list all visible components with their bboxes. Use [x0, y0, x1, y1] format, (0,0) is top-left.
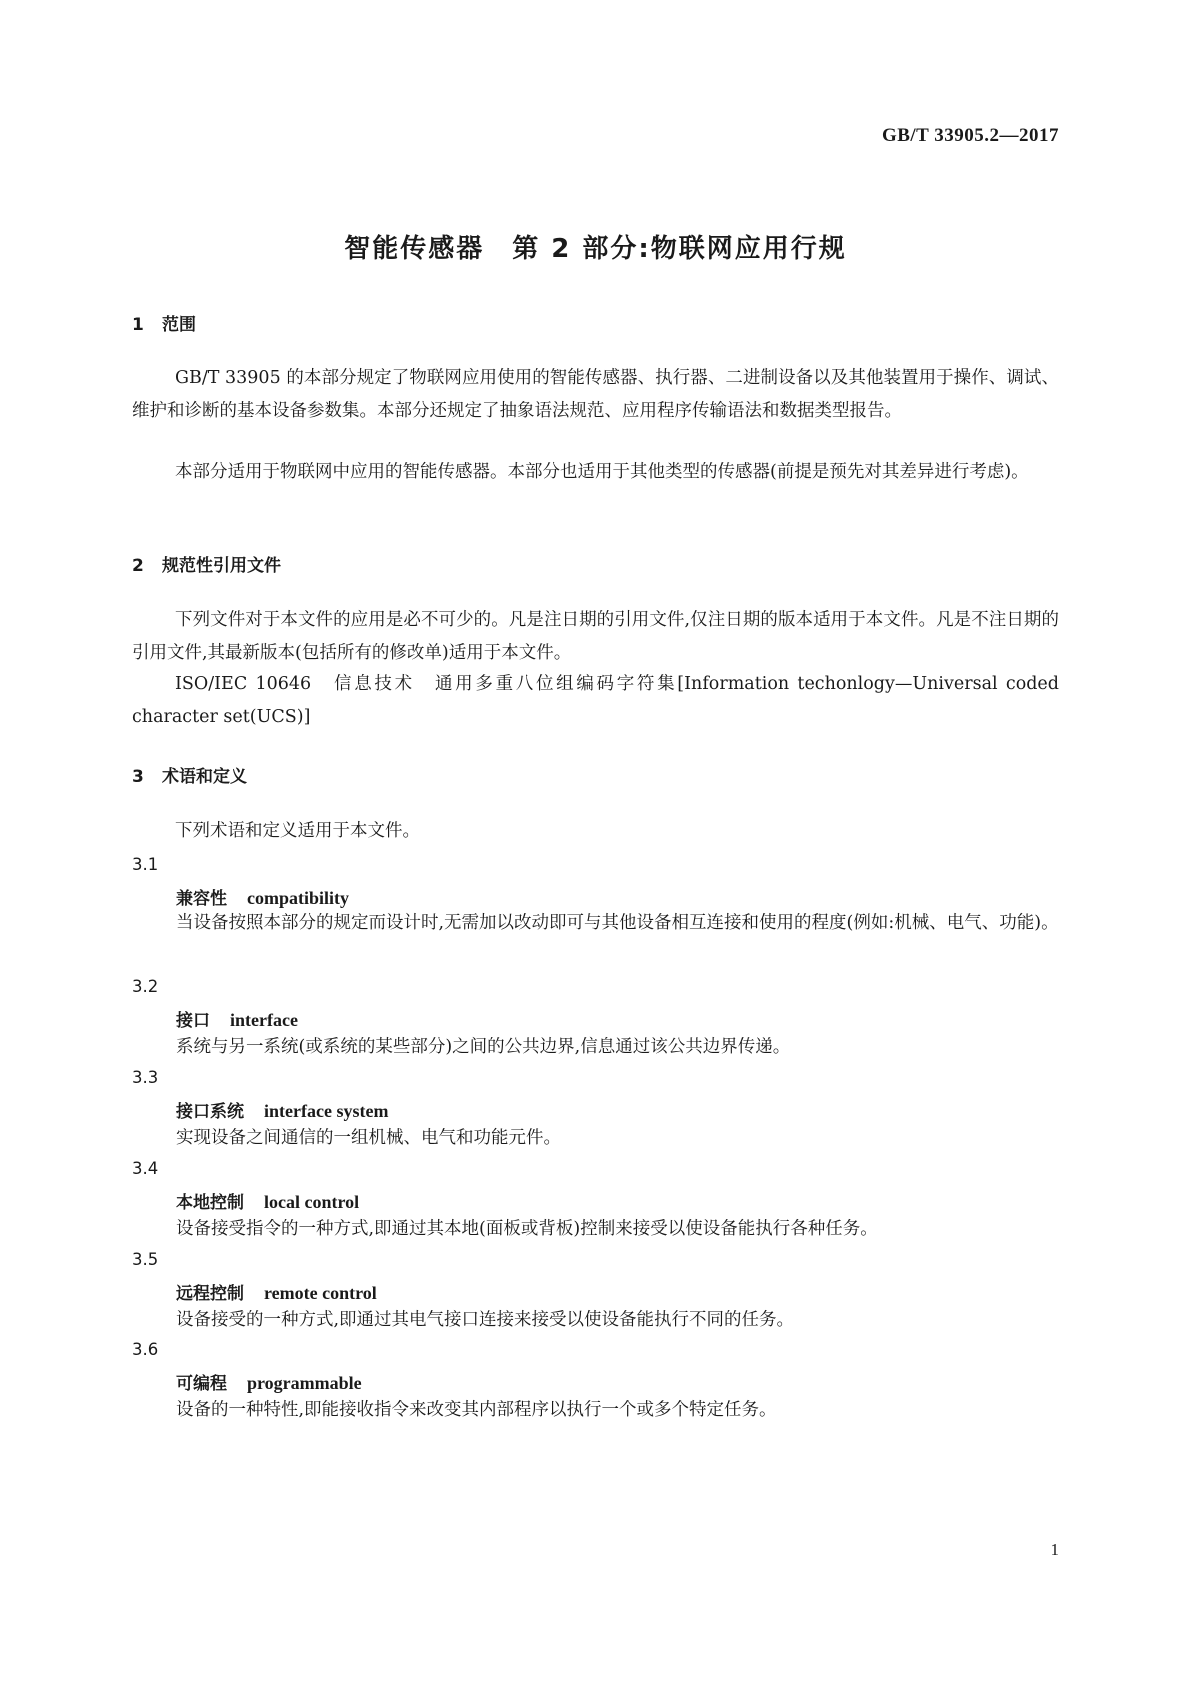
section-2-heading: [132, 551, 281, 576]
term-number: 3.6: [132, 1340, 159, 1359]
terms-intro: 下列术语和定义适用于本文件。: [175, 821, 420, 841]
term-heading: [176, 884, 349, 909]
term-definition: 设备接受指令的一种方式,即通过其本地(面板或背板)控制来接受以使设备能执行各种任务。: [176, 1219, 878, 1239]
standard-number: GB/T 33905.2—2017: [881, 125, 1059, 146]
term-heading: [176, 1097, 388, 1122]
term-definition: 实现设备之间通信的一组机械、电气和功能元件。: [176, 1128, 561, 1148]
term-en: interface: [230, 1010, 298, 1030]
section-1-heading: [132, 310, 196, 335]
term-heading: [176, 1279, 377, 1304]
section-title: 规范性引用文件: [162, 556, 281, 576]
term-zh: 远程控制: [176, 1284, 244, 1304]
term-definition: 系统与另一系统(或系统的某些部分)之间的公共边界,信息通过该公共边界传递。: [176, 1037, 791, 1057]
term-heading: [176, 1188, 359, 1213]
term-en: interface system: [264, 1101, 389, 1121]
term-en: remote control: [264, 1283, 377, 1303]
term-zh: 可编程: [176, 1374, 227, 1394]
term-number: 3.4: [132, 1159, 159, 1178]
term-number: 3.3: [132, 1068, 159, 1087]
scope-paragraph-1: GB/T 33905 的本部分规定了物联网应用使用的智能传感器、执行器、二进制设备以及其他装置用于操作、调试、维护和诊断的基本设备参数集。本部分还规定了抽象语法规范、应用程序传输语法和数据类型报告。: [132, 368, 1059, 421]
term-heading: [176, 1369, 362, 1394]
term-en: local control: [264, 1192, 360, 1212]
term-en: programmable: [247, 1373, 362, 1393]
section-3-heading: [132, 762, 247, 787]
references-intro: 下列文件对于本文件的应用是必不可少的。凡是注日期的引用文件,仅注日期的版本适用于本文件。凡是不注日期的引用文件,其最新版本(包括所有的修改单)适用于本文件。: [132, 610, 1059, 663]
page-number: 1: [1050, 1540, 1059, 1559]
term-definition: 当设备按照本部分的规定而设计时,无需加以改动即可与其他设备相互连接和使用的程度(例如:机械、电气、功能)。: [176, 913, 1059, 933]
section-number: 3: [132, 767, 144, 787]
term-zh: 接口系统: [176, 1102, 244, 1122]
scope-paragraph-2: 本部分适用于物联网中应用的智能传感器。本部分也适用于其他类型的传感器(前提是预先对其差异进行考虑)。: [175, 462, 1029, 482]
term-number: 3.5: [132, 1250, 159, 1269]
term-number: 3.2: [132, 977, 159, 996]
section-title: 范围: [162, 315, 196, 335]
term-zh: 本地控制: [176, 1193, 244, 1213]
section-number: 1: [132, 315, 144, 335]
term-definition: 设备接受的一种方式,即通过其电气接口连接来接受以使设备能执行不同的任务。: [176, 1310, 795, 1330]
term-en: compatibility: [247, 888, 349, 908]
term-definition: 设备的一种特性,即能接收指令来改变其内部程序以执行一个或多个特定任务。: [176, 1400, 777, 1420]
term-zh: 接口: [176, 1011, 210, 1031]
term-heading: [176, 1006, 298, 1031]
term-number: 3.1: [132, 855, 159, 874]
section-number: 2: [132, 556, 144, 576]
section-title: 术语和定义: [162, 767, 247, 787]
reference-item: ISO/IEC 10646 信息技术 通用多重八位组编码字符集[Information techonlogy—Universal coded character set(UCS)]: [132, 674, 1059, 727]
term-zh: 兼容性: [176, 889, 227, 909]
document-title: 智能传感器 第 2 部分:物联网应用行规: [344, 234, 847, 264]
